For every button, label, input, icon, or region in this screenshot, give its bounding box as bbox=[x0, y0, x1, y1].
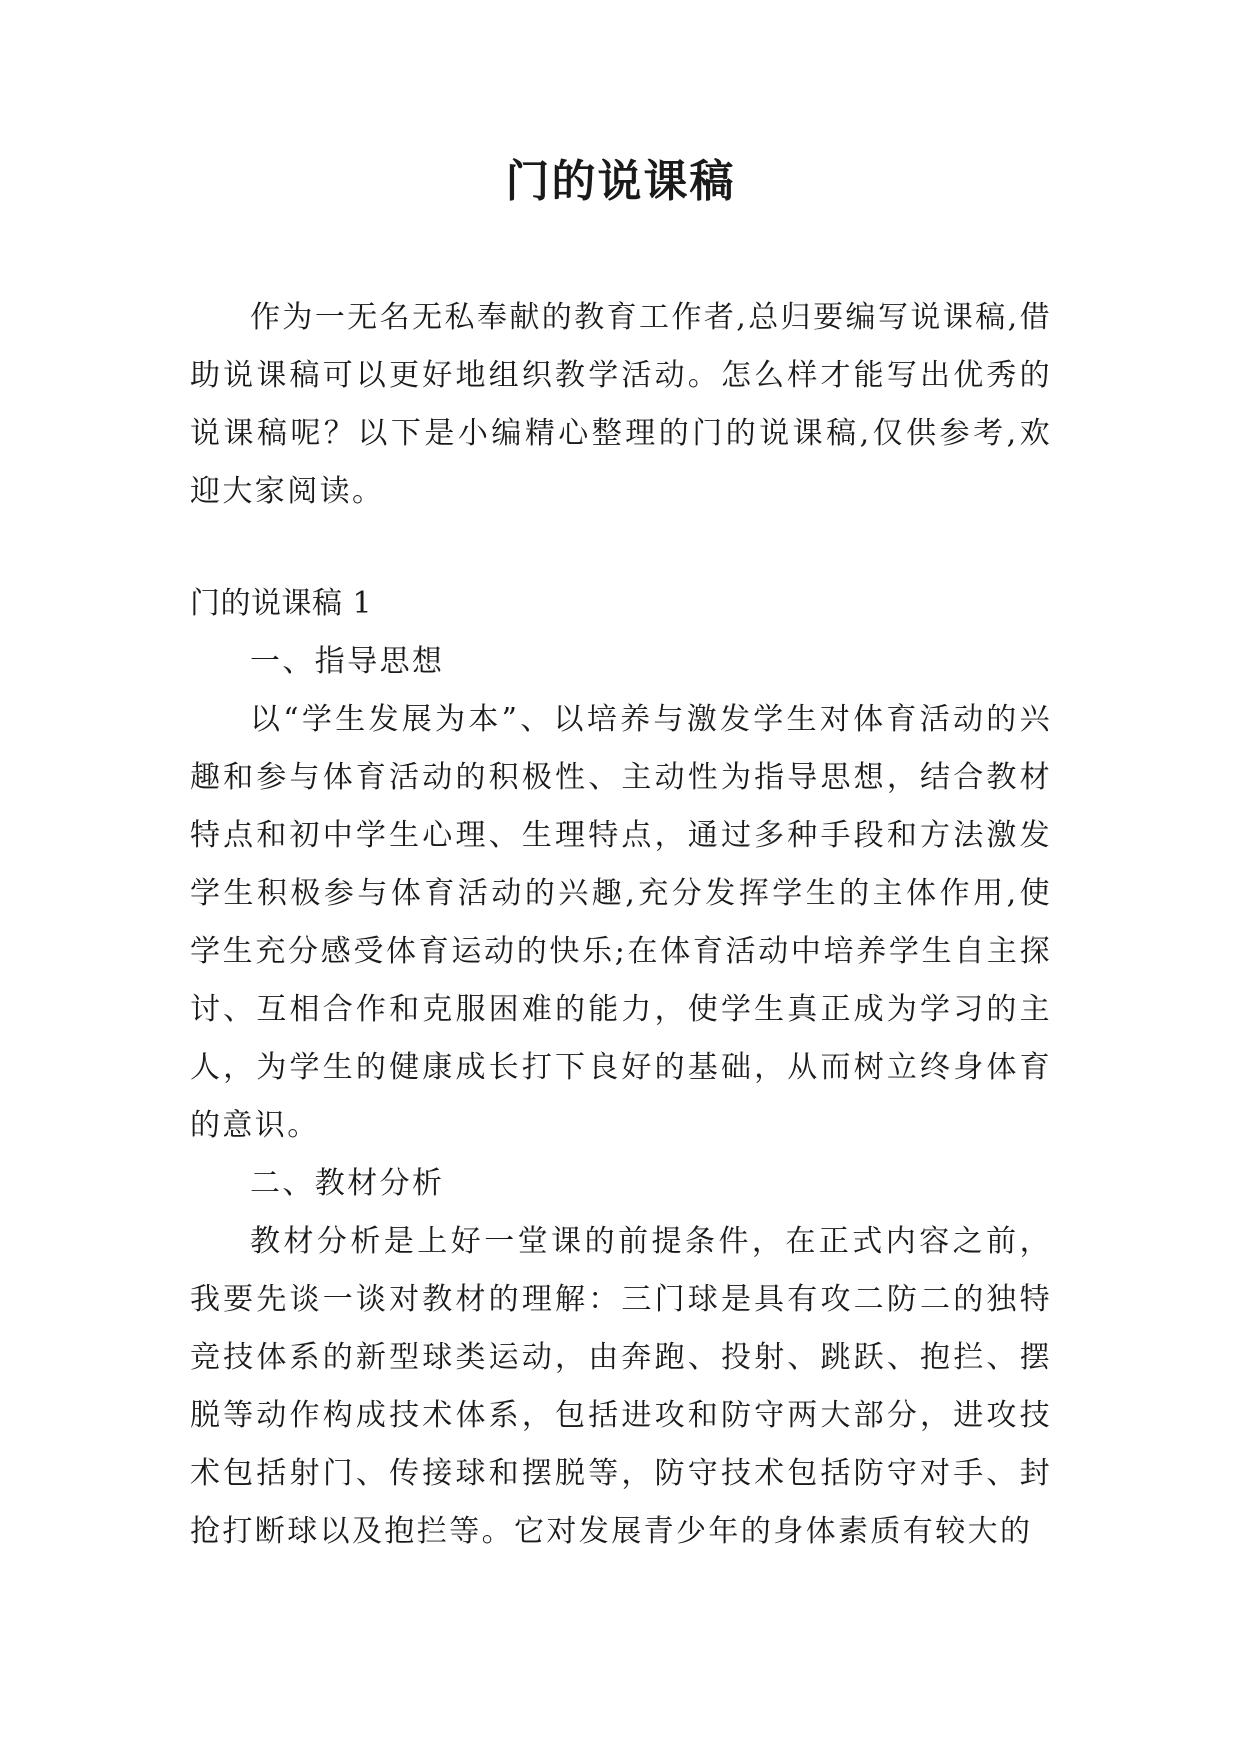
heading-textbook-analysis: 二、教材分析 bbox=[250, 1166, 445, 1201]
lesson-section-1 bbox=[190, 575, 1052, 1561]
intro-paragraph: 作为一无名无私奉献的教育工作者,总归要编写说课稿,借助说课稿可以更好地组织教学活动。怎么样才能写出优秀的说课稿呢？以下是小编精心整理的门的说课稿,仅供参考,欢迎大家阅读。 bbox=[190, 300, 1052, 509]
paragraph-guiding-ideology: 以“学生发展为本”、以培养与激发学生对体育活动的兴趣和参与体育活动的积极性、主动性为指导思想，结合教材特点和初中学生心理、生理特点，通过多种手段和方法激发学生积极参与体育活动的兴趣,充分发挥学生的主体作用,使学生充分感受体育运动的快乐;在体育活动中培养学生自主探讨、互相合作和克服困难的能力，使学生真正成为学习的主人，为学生的健康成长打下良好的基础，从而树立终身体育的意识。 bbox=[190, 702, 1052, 1143]
document-title: 门的说课稿 bbox=[505, 156, 736, 207]
heading-guiding-ideology: 一、指导思想 bbox=[250, 644, 445, 679]
paragraph-textbook-analysis: 教材分析是上好一堂课的前提条件，在正式内容之前，我要先谈一谈对教材的理解：三门球是具有攻二防二的独特竞技体系的新型球类运动，由奔跑、投射、跳跃、抱拦、摆脱等动作构成技术体系，包括进攻和防守两大部分，进攻技术包括射门、传接球和摆脱等，防守技术包括防守对手、封抢打断球以及抱拦等。它对发展青少年的身体素质有较大的 bbox=[190, 1224, 1052, 1549]
intro-section bbox=[190, 289, 1052, 521]
section-title: 门的说课稿 1 bbox=[190, 586, 373, 621]
